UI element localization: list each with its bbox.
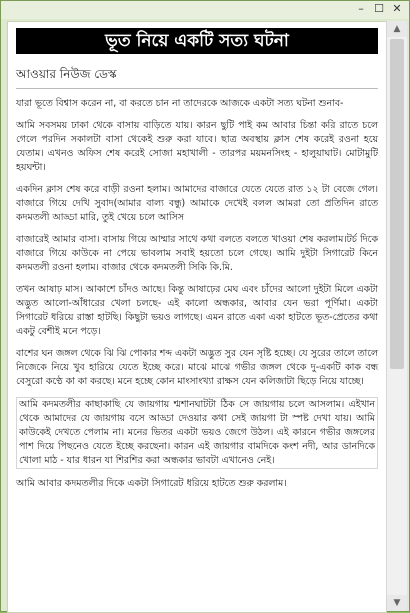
minimize-button[interactable]: – bbox=[358, 2, 364, 15]
article-byline: আওয়ার নিউজ ডেস্ক bbox=[16, 67, 117, 81]
article-paragraph: তখন আষাঢ় মাস। আকাশে চাঁদও আছে। কিন্তু আষাঢ়ের মেঘ এবং চাঁদের আলো দুইটা মিলে একটা অদ্ভুত আলো-আঁধারের খেলা চলছে- এই কালো অন্ধকার, আবার যেন ভরা পূর্ণিমা। একটা সিগারেট ধরিয়ে রাস্তা হাটছি। কিছুটা ভয়ও লাগছে। এমন রাতে একা একা হাটতে ভূত-প্রেতের কথা একটু বেশীই মনে পড়ে। bbox=[16, 284, 378, 337]
scroll-thumb[interactable] bbox=[390, 39, 404, 369]
article-content bbox=[7, 21, 387, 613]
window-titlebar bbox=[1, 1, 409, 19]
article-paragraph: যারা ভূতে বিশ্বাস করেন না, বা করতে চান না তাদেরকে আজকে একটা সত্য ঘটনা শুনাব- bbox=[16, 98, 344, 109]
maximize-button[interactable]: ☐ bbox=[374, 2, 384, 15]
close-button[interactable]: ✕ bbox=[392, 2, 402, 15]
byline-divider bbox=[16, 88, 378, 89]
article-paragraph: বাজারেই আমার বাসা। বাসায় গিয়ে আম্মার সাথে কথা বলতে বলতে খাওয়া শেষ করলাম।টর্চ দিকে বাজারে গিয়ে কাউকে না পেয়ে ভাবলাম সবাই হয়তো চলে গেছে। আমি দুইটা সিগারেট কিনে কদমতলী রওনা হলাম। বাজার থেকে কদমতলী সিকি কি.মি. bbox=[16, 234, 378, 273]
article-headline: ভূত নিয়ে একটি সত্য ঘটনা bbox=[16, 28, 378, 54]
window-controls bbox=[353, 2, 405, 16]
article-paragraph: বাশের ঘন জঙ্গল থেকে ঝি ঝি পোকার শব্দ একটা অদ্ভুত সুর যেন সৃষ্টি হচ্ছে। যে সুরের তালে তালে নিজেকে নিয়ে খুব হারিয়ে যেতে ইচ্ছে করে। মাঝে মাঝে গভীর জঙ্গল থেকে দু-একটি কাক বন্ধ বেসুরো কণ্ঠে কা কা করছে। মনে হচ্ছে কোন মাংসাংখ্যা রাক্ষস যেন কলিজাটা ছিড়ে নিয়ে যাচ্ছে। bbox=[16, 348, 378, 387]
article-paragraph: একদিন ক্লাস শেষ করে বাড়ী রওনা হলাম। আমাদের বাজারে যেতে যেতে রাত ১২ টা বেজে গেল। বাজারে গিয়ে দেখি সুবাদ(আমার বাল্য বন্ধু) আমাকে দেখেই বলল আমরা তো প্রতিদিন রাতে কদমতলী আড্ডা মারি, তুই খেয়ে চলে আসিস bbox=[16, 184, 378, 223]
article-paragraph: আমি সবসময় ঢাকা থেকে বাসায় বাড়িতে যায়। কারন ছুটি পাই কম আবার চিন্তা করি রাতে চলে গেলে পরদিন সকালটা বাসা থেকেই শুরু করা যাবে। ছাত্র অবস্থায় ক্লাস শেষ করেই রওনা হয়ে যেতাম। এখনও অফিস শেষ করেই সোজা মহাখালী - তারপর ময়মনসিংহ - হালুয়াঘাট। মোটামুটি হয়ঘন্টা। bbox=[16, 120, 378, 173]
scroll-up-icon[interactable]: ▲ bbox=[387, 21, 407, 37]
article-paragraph: আমি আবার কদমতলীর দিকে একটা সিগারেট ধরিয়ে হাটতে শুরু করলাম। bbox=[16, 478, 287, 489]
article-paragraph: আমি কদমতলীর কাছাকাছি যে জায়গায় শ্মশানঘাটটা ঠিক সে জায়গায় চলে আসলাম। এইখান থেকে আমাদের যে জায়গায় বসে আড্ডা দেওয়ার কথা সেই জায়গা টা স্পষ্ট দেখা যায়। আমি কাউকেই দেখতে পেলাম না। মনের ভিতর একটা ভয়ও জেগে উঠল। এই কারনে গভীর জঙ্গলের পাশ দিয়ে পিছনেও যেতে ইচ্ছে করছেনা। কারন এই জায়গার বামদিকে কংশ নদী, আর ডানদিকে খোলা মাঠ - যার ধারন যা শিরশির করা অন্ধকার ভাবটা এখানেও নেই। bbox=[16, 397, 378, 469]
vertical-scrollbar[interactable] bbox=[386, 21, 407, 611]
scroll-down-icon[interactable]: ▼ bbox=[387, 595, 407, 611]
